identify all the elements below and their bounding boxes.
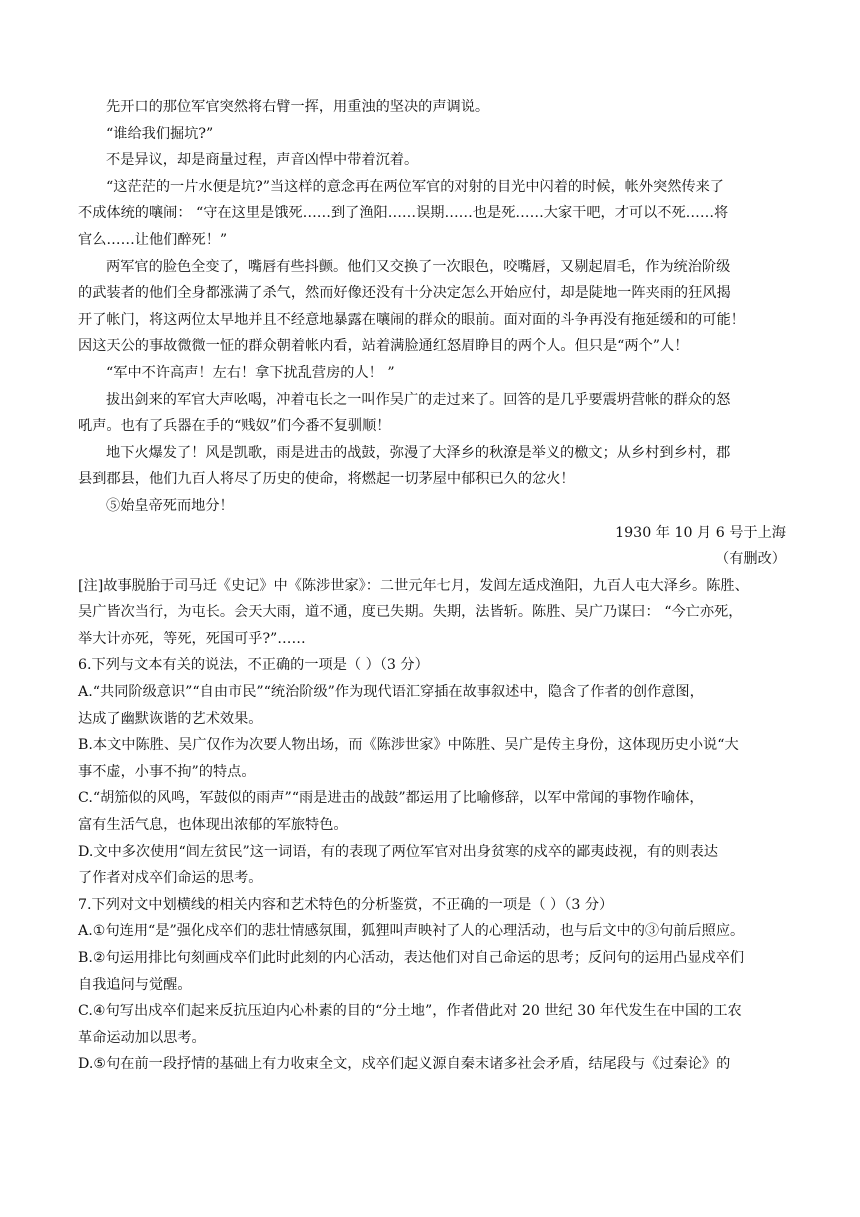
text-line: 开了帐门，将这两位太早地并且不经意地暴露在嚷闹的群众的眼前。面对面的斗争再没有拖延缓和的可能！ bbox=[78, 311, 745, 328]
text-line: A.“共同阶级意识”“自由市民”“统治阶级”作为现代语汇穿插在故事叙述中，隐含了作者的创作意图， bbox=[78, 684, 704, 701]
question-7-option-b bbox=[78, 945, 786, 998]
text-line: 事不虚，小事不拘”的特点。 bbox=[78, 763, 256, 780]
text-line: 拔出剑来的军官大声吆喝，冲着屯长之一叫作吴广的走过来了。回答的是几乎要震坍营帐的群众的怒 bbox=[106, 391, 731, 408]
text-line: C.④句写出戍卒们起来反抗压迫内心朴素的目的“分土地”，作者借此对 20 世纪 30 年代发生在中国的工农 bbox=[78, 1003, 742, 1020]
text-line: 官么……让他们醉死！” bbox=[78, 231, 228, 248]
story-paragraph: ⑤始皇帝死而地分！ bbox=[106, 497, 234, 514]
story-dialogue: “军中不许高声！左右！拿下扰乱营房的人！ ” bbox=[106, 364, 395, 381]
story-paragraph bbox=[78, 440, 786, 493]
text-line: 举大计亦死，等死，死国可乎?”…… bbox=[78, 630, 306, 647]
story-edited-note: （有删改） bbox=[715, 551, 786, 568]
story-paragraph bbox=[78, 387, 786, 440]
question-6-option-b bbox=[78, 732, 786, 785]
text-line: 两军官的脸色全变了，嘴唇有些抖颤。他们又交换了一次眼色，咬嘴唇，又剔起眉毛，作为统治阶级 bbox=[106, 258, 731, 275]
story-paragraph: 先开口的那位军官突然将右臂一挥，用重浊的坚决的声调说。 bbox=[106, 99, 490, 115]
question-6-option-d bbox=[78, 839, 786, 892]
text-line: 吼声。也有了兵器在手的“贱奴”们今番不复驯顺！ bbox=[78, 418, 391, 435]
text-line: 吴广皆次当行，为屯长。会天大雨，道不通，度已失期。失期，法皆斩。陈胜、吴广乃谋曰： “今亡亦死， bbox=[78, 604, 743, 621]
text-line: 县到郡县，他们九百人将尽了历史的使命，将燃起一切茅屋中郁积已久的忿火！ bbox=[78, 471, 575, 488]
footnote bbox=[78, 573, 786, 653]
story-paragraph: 不是异议，却是商量过程，声音凶悍中带着沉着。 bbox=[106, 152, 419, 169]
text-line: 自我追问与觉醒。 bbox=[78, 976, 192, 993]
text-line: 了作者对戍卒们命运的思考。 bbox=[78, 870, 263, 887]
text-line: 革命运动加以思考。 bbox=[78, 1029, 206, 1046]
question-7-option-d: D.⑤句在前一段抒情的基础上有力收束全文，戍卒们起义源自秦末诸多社会矛盾，结尾段与《过秦论》的 bbox=[78, 1056, 731, 1073]
story-paragraph bbox=[78, 174, 786, 254]
question-6-option-a bbox=[78, 679, 786, 732]
question-7-option-a: A.①句连用“是”强化戍卒们的悲壮情感氛围，狐狸叫声映衬了人的心理活动，也与后文中的③句前后照应。 bbox=[78, 923, 745, 940]
text-line: 富有生活气息，也体现出浓郁的军旅特色。 bbox=[78, 817, 348, 834]
text-line: 的武装者的他们全身都涨满了杀气，然而好像还没有十分决定怎么开始应付，却是陡地一阵夹雨的狂风揭 bbox=[78, 285, 731, 302]
text-line: D.文中多次使用“闾左贫民”这一词语，有的表现了两位军官对出身贫寒的戍卒的鄙夷歧视，有的则表达 bbox=[78, 843, 718, 860]
text-line: 不成体统的嚷闹： “守在这里是饿死……到了渔阳……误期……也是死……大家干吧，才可以不死……将 bbox=[78, 205, 729, 222]
text-line: [注]故事脱胎于司马迁《史记》中《陈涉世家》：二世元年七月，发闾左适戍渔阳，九百人屯大泽乡。陈胜、 bbox=[78, 577, 749, 594]
question-7-stem: 7.下列对文中划横线的相关内容和艺术特色的分析鉴赏，不正确的一项是（ ）（3 分） bbox=[78, 896, 614, 913]
text-line: 达成了幽默诙谐的艺术效果。 bbox=[78, 710, 263, 727]
story-date: 1930 年 10 月 6 号于上海 bbox=[615, 524, 786, 541]
question-7-option-c bbox=[78, 998, 786, 1051]
text-line: 地下火爆发了！风是凯歌，雨是进击的战鼓，弥漫了大泽乡的秋潦是举义的檄文；从乡村到乡村，郡 bbox=[106, 444, 731, 461]
text-line: 因这天公的事故微微一怔的群众朝着帐内看，站着满脸通红怒眉睁目的两个人。但只是“两个”人！ bbox=[78, 338, 689, 355]
story-paragraph bbox=[78, 254, 786, 360]
document-page bbox=[78, 94, 786, 1078]
text-line: B.本文中陈胜、吴广仅作为次要人物出场，而《陈涉世家》中陈胜、吴广是传主身份，这体现历史小说“大 bbox=[78, 737, 739, 754]
question-6-option-c bbox=[78, 785, 786, 838]
text-line: B.②句运用排比句刻画戍卒们此时此刻的内心活动，表达他们对自己命运的思考；反问句的运用凸显戍卒们 bbox=[78, 950, 745, 966]
story-dialogue: “谁给我们掘坑?” bbox=[106, 125, 214, 142]
text-line: “这茫茫的一片水便是坑?”当这样的意念再在两位军官的对射的目光中闪着的时候，帐外突然传来了 bbox=[106, 178, 724, 195]
question-6-stem: 6.下列与文本有关的说法，不正确的一项是（ ）（3 分） bbox=[78, 657, 429, 674]
text-line: C.“胡笳似的风鸣，军鼓似的雨声”“雨是进击的战鼓”都运用了比喻修辞，以军中常闻的事物作喻体， bbox=[78, 790, 704, 807]
